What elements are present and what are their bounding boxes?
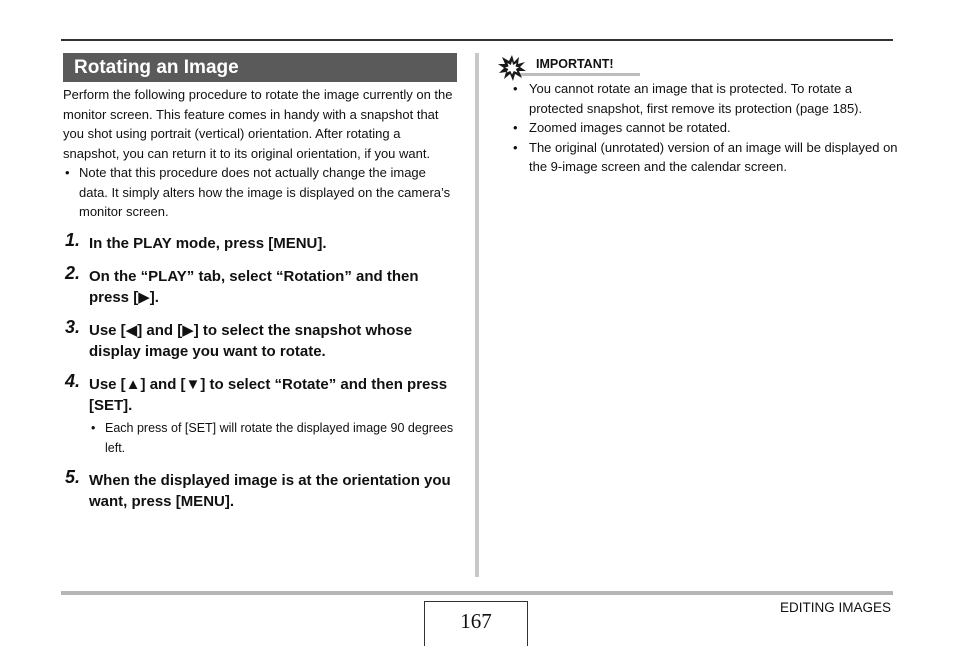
list-item: • Zoomed images cannot be rotated. — [498, 118, 898, 138]
bottom-rule — [61, 591, 893, 595]
step-text: Use [▲] and [▼] to select “Rotate” and then press [SET]. — [89, 376, 448, 414]
section-label: EDITING IMAGES — [779, 600, 891, 615]
list-item: • You cannot rotate an image that is protected. To rotate a protected snapshot, first remove its protection (page 185). — [498, 79, 898, 118]
step-1 — [63, 229, 457, 255]
steps-list — [63, 229, 457, 513]
list-item: • Note that this procedure does not actually change the image data. It simply alters how the image is displayed on the camera’s monitor screen. — [63, 163, 457, 222]
step-3 — [63, 317, 457, 362]
step-text: On the “PLAY” tab, select “Rotation” and then press [▶]. — [89, 268, 419, 306]
top-rule — [61, 39, 893, 41]
step-2 — [63, 263, 457, 308]
intro-paragraph: Perform the following procedure to rotate the image currently on the monitor screen. This feature comes in handy with a snapshot that you shot using portrait (vertical) orientation. After rotating a snapshot, you can return it to its original orientation, if you want. — [63, 87, 453, 161]
step-text: Use [◀] and [▶] to select the snapshot whose display image you want to rotate. — [89, 322, 413, 360]
step-notes — [89, 418, 457, 458]
important-label: IMPORTANT! — [536, 57, 614, 71]
important-list — [498, 79, 898, 177]
step-4 — [63, 371, 457, 458]
step-5 — [63, 467, 457, 512]
step-number: 3. — [65, 317, 81, 337]
important-header — [498, 55, 898, 77]
step-text: In the PLAY mode, press [MENU]. — [89, 234, 327, 252]
section-title: Rotating an Image — [63, 53, 457, 82]
list-item: • Each press of [SET] will rotate the displayed image 90 degrees left. — [89, 418, 457, 458]
step-number: 2. — [65, 263, 81, 283]
step-text: When the displayed image is at the orientation you want, press [MENU]. — [89, 472, 451, 510]
intro-notes — [63, 163, 457, 222]
important-underline — [520, 73, 640, 76]
step-number: 5. — [65, 467, 81, 487]
step-number: 4. — [65, 371, 81, 391]
important-panel — [498, 55, 898, 177]
list-item: • The original (unrotated) version of an image will be displayed on the 9-image screen and the calendar screen. — [498, 138, 898, 177]
starburst-icon — [498, 55, 526, 81]
left-column — [63, 53, 457, 525]
step-number: 1. — [65, 229, 81, 250]
page-number: 167 — [424, 601, 528, 646]
column-divider — [475, 53, 479, 577]
